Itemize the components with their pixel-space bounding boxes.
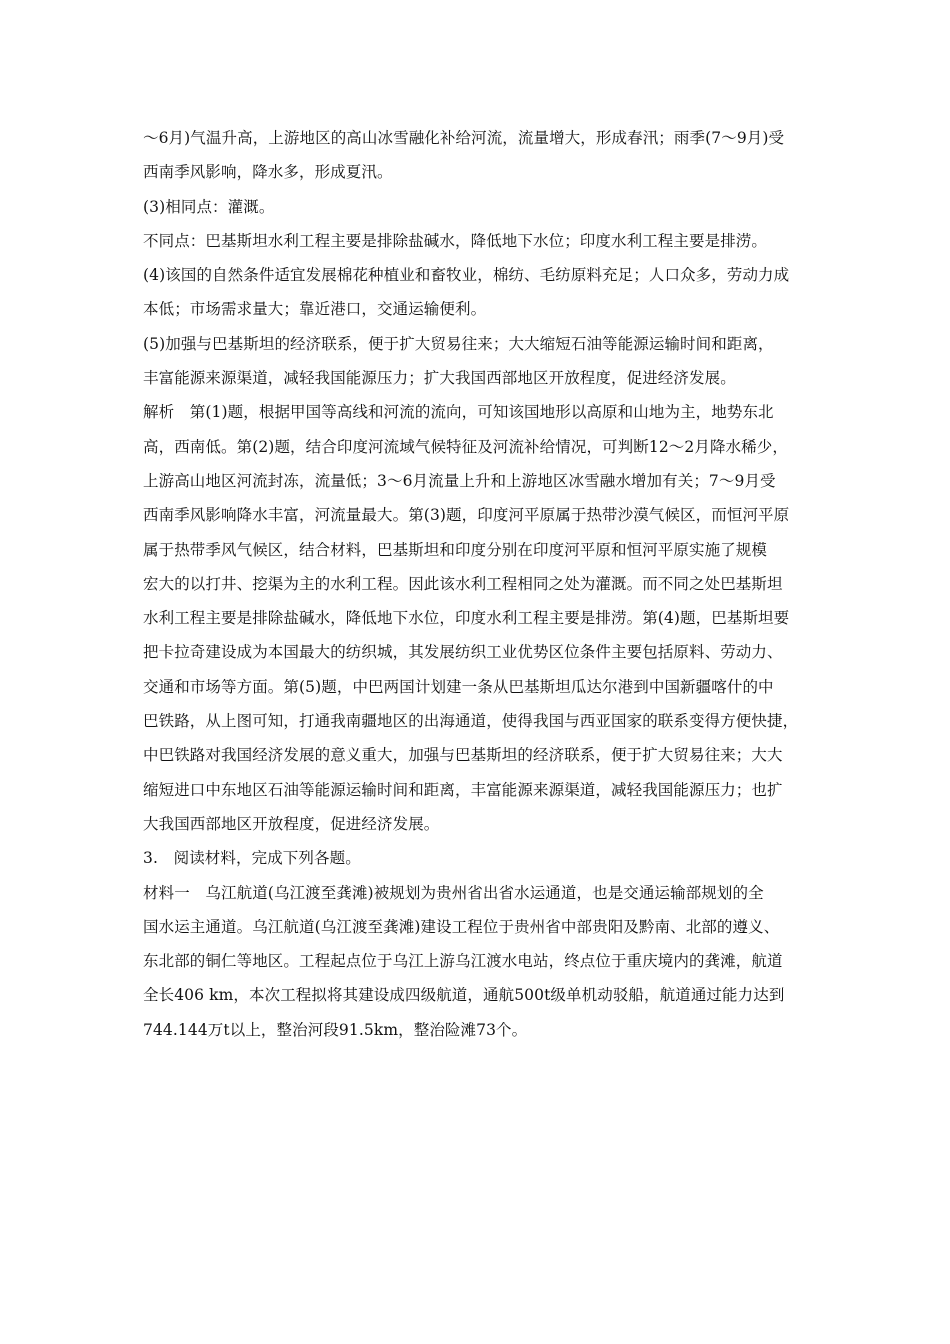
text-line: 西南季风影响，降水多，形成夏汛。 [143, 163, 393, 182]
text-line: 高，西南低。第(2)题，结合印度河流域气候特征及河流补给情况，可判断12～2月降水稀少， [143, 437, 788, 456]
analysis-line: 解析 第(1)题，根据甲国等高线和河流的流向，可知该国地形以高原和山地为主，地势东北 [143, 403, 774, 422]
text-line: 巴铁路，从上图可知，打通我南疆地区的出海通道，使得我国与西亚国家的联系变得方便快捷， [143, 712, 799, 731]
answer-3-line: (3)相同点：灌溉。 [143, 197, 275, 216]
text-line: 属于热带季风气候区，结合材料，巴基斯坦和印度分别在印度河平原和恒河平原实施了规模 [143, 540, 768, 559]
text-line: 宏大的以打井、挖渠为主的水利工程。因此该水利工程相同之处为灌溉。而不同之处巴基斯坦 [143, 574, 783, 593]
text-line: 大我国西部地区开放程度，促进经济发展。 [143, 814, 440, 833]
text-line: 东北部的铜仁等地区。工程起点位于乌江上游乌江渡水电站，终点位于重庆境内的龚滩，航道 [143, 952, 783, 971]
text-line: 中巴铁路对我国经济发展的意义重大，加强与巴基斯坦的经济联系，便于扩大贸易往来；大大 [143, 746, 783, 765]
text-line: 不同点：巴基斯坦水利工程主要是排除盐碱水，降低地下水位；印度水利工程主要是排涝。 [143, 231, 768, 250]
question-3-heading: 3. 阅读材料，完成下列各题。 [143, 849, 361, 868]
text-line: 水利工程主要是排除盐碱水，降低地下水位，印度水利工程主要是排涝。第(4)题，巴基斯坦要 [143, 609, 790, 628]
text-line: 交通和市场等方面。第(5)题，中巴两国计划建一条从巴基斯坦瓜达尔港到中国新疆喀什的中 [143, 677, 774, 696]
text-line: 744.144万t以上，整治河段91.5km，整治险滩73个。 [143, 1020, 528, 1039]
text-line: 西南季风影响降水丰富，河流量最大。第(3)题，印度河平原属于热带沙漠气候区，而恒河平原 [143, 506, 790, 525]
text-line: 全长406 km，本次工程拟将其建设成四级航道，通航500t级单机动驳船，航道通过能力达到 [143, 986, 785, 1005]
text-line: ～6月)气温升高，上游地区的高山冰雪融化补给河流，流量增大，形成春汛；雨季(7～9月)受 [143, 129, 785, 147]
text-line: 把卡拉奇建设成为本国最大的纺织城，其发展纺织工业优势区位条件主要包括原料、劳动力、 [143, 643, 783, 662]
text-line: 上游高山地区河流封冻，流量低；3～6月流量上升和上游地区冰雪融水增加有关；7～9月受 [143, 471, 776, 490]
text-line: 本低；市场需求量大；靠近港口，交通运输便利。 [143, 300, 487, 319]
text-line: 丰富能源来源渠道，减轻我国能源压力；扩大我国西部地区开放程度，促进经济发展。 [143, 369, 736, 388]
text-line: 缩短进口中东地区石油等能源运输时间和距离，丰富能源来源渠道，减轻我国能源压力；也扩 [143, 780, 783, 799]
answer-4-line: (4)该国的自然条件适宜发展棉花种植业和畜牧业，棉纺、毛纺原料充足；人口众多，劳动力成 [143, 266, 790, 285]
document-body [143, 121, 823, 1047]
material-1-line: 材料一 乌江航道(乌江渡至龚滩)被规划为贵州省出省水运通道，也是交通运输部规划的全 [143, 883, 764, 902]
text-line: 国水运主通道。乌江航道(乌江渡至龚滩)建设工程位于贵州省中部贵阳及黔南、北部的遵义、 [143, 917, 780, 936]
answer-5-line: (5)加强与巴基斯坦的经济联系，便于扩大贸易往来；大大缩短石油等能源运输时间和距离， [143, 334, 774, 353]
